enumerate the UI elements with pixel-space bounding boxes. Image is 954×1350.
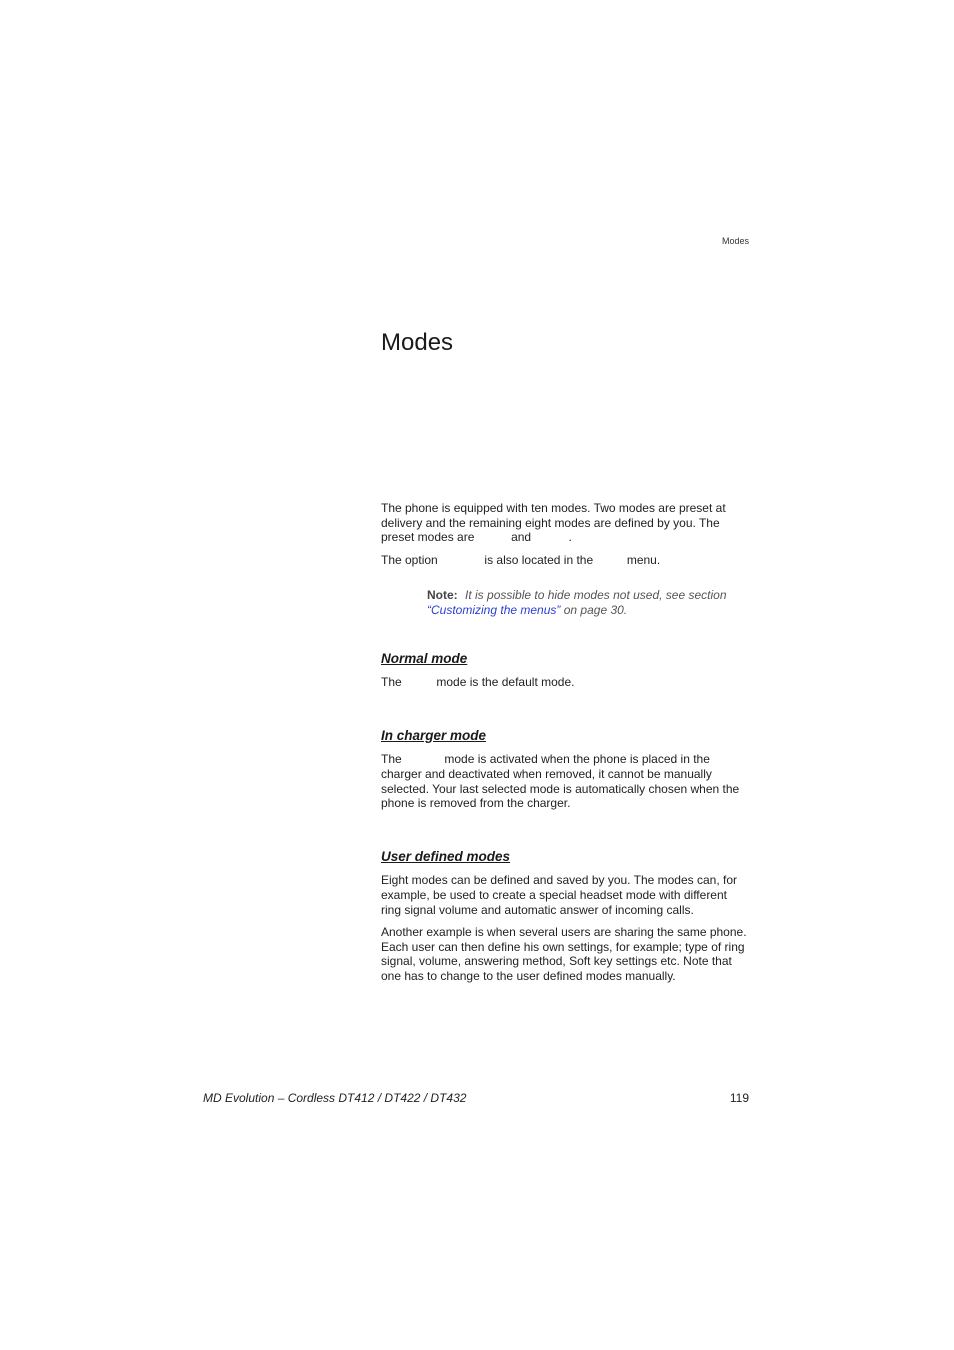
customizing-menus-link[interactable]: “Customizing the menus” [427,602,561,617]
section-heading-user-defined-modes: User defined modes [381,848,511,864]
chapter-title: Modes [381,329,454,356]
running-header: Modes [721,236,749,246]
intro-paragraph-2: The option is also located in the menu. [381,552,661,567]
footer-document-title: MD Evolution – Cordless DT412 / DT422 / DT432 [203,1091,467,1105]
intro-paragraph-1: The phone is equipped with ten modes. Two modes are preset at delivery and the remaining eight modes are defined by you. The preset modes are and . [381,501,726,545]
user-modes-paragraph-1: Eight modes can be defined and saved by you. The modes can, for example, be used to create a special headset mode with different ring signal volume and automatic answer of incoming calls. [381,873,738,917]
footer-page-number: 119 [729,1091,749,1105]
section-heading-in-charger-mode: In charger mode [381,727,487,743]
section-heading-normal-mode: Normal mode [381,650,468,666]
note-label: Note: [427,588,458,603]
normal-mode-paragraph: The mode is the default mode. [381,675,575,690]
page-content [381,501,749,991]
note-box: Note: It is possible to hide modes not used, see section “Customizing the menus” on page 30. [427,588,727,617]
charger-mode-paragraph: The mode is activated when the phone is placed in the charger and deactivated when removed, it cannot be manually selected. Your last selected mode is automatically chosen when the phone is removed from the charger. [381,752,740,811]
user-modes-paragraph-2: Another example is when several users are sharing the same phone. Each user can then define his own settings, for example; type of ring signal, volume, answering method, Soft key settings etc. Note that one has to change to the user defined modes manually. [381,925,747,983]
